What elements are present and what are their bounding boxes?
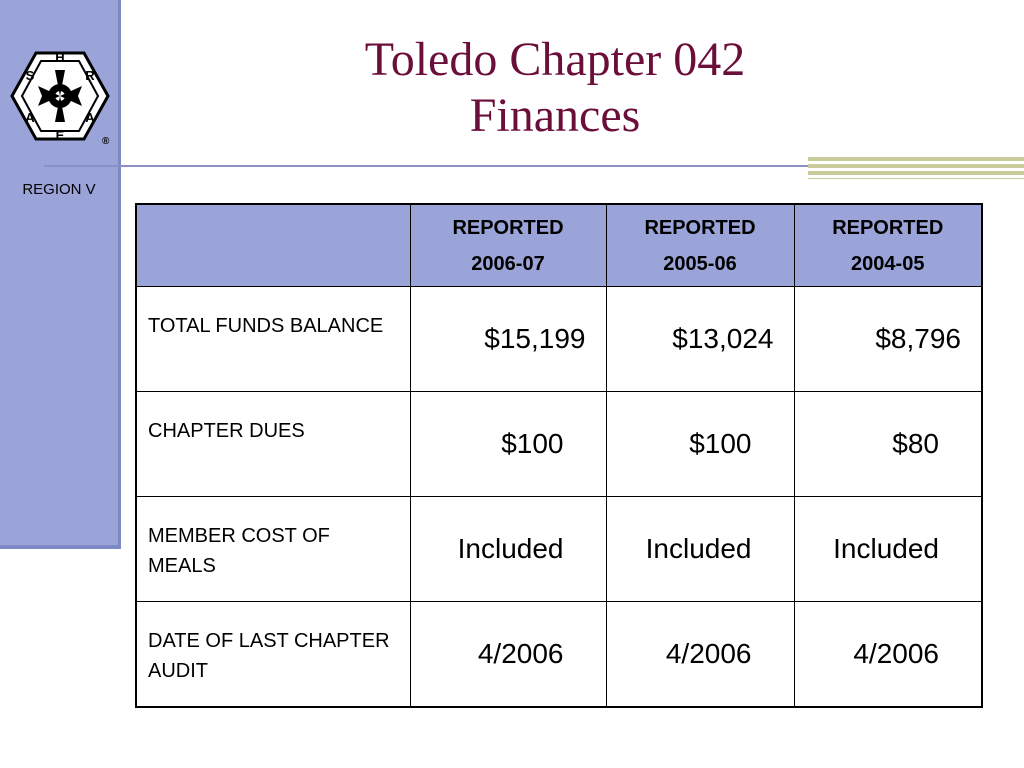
header-blank-cell	[136, 204, 410, 287]
logo-letter-a1: A	[25, 110, 35, 125]
table-cell: $100	[410, 392, 606, 497]
header-label: REPORTED	[832, 216, 944, 239]
header-label: REPORTED	[452, 216, 564, 239]
accent-bar	[808, 157, 1024, 179]
row-label: DATE OF LAST CHAPTER AUDIT	[136, 602, 410, 708]
header-year: 2005-06	[663, 252, 737, 275]
header-cell	[410, 204, 606, 287]
header-year: 2006-07	[471, 252, 545, 275]
row-label: TOTAL FUNDS BALANCE	[136, 287, 410, 392]
table-cell: Included	[410, 497, 606, 602]
table-row	[136, 602, 982, 708]
table-row	[136, 287, 982, 392]
logo-letter-a2: A	[85, 110, 95, 125]
table-cell: 4/2006	[410, 602, 606, 708]
header-cell	[794, 204, 982, 287]
table-cell: $8,796	[794, 287, 982, 392]
row-label: CHAPTER DUES	[136, 392, 410, 497]
title-divider	[44, 165, 814, 167]
logo-letter-h: H	[55, 50, 65, 65]
table-cell: 4/2006	[606, 602, 794, 708]
sidebar-divider	[0, 545, 121, 549]
page-title	[230, 32, 880, 144]
table-cell: $15,199	[410, 287, 606, 392]
logo-letter-e: E	[55, 128, 65, 143]
table-cell: 4/2006	[794, 602, 982, 708]
header-year: 2004-05	[851, 252, 925, 275]
table-cell: $80	[794, 392, 982, 497]
logo-letter-s: S	[25, 68, 35, 83]
header-label: REPORTED	[644, 216, 756, 239]
header-cell	[606, 204, 794, 287]
finances-table	[135, 203, 983, 708]
registered-mark: ®	[102, 136, 110, 147]
table-row	[136, 497, 982, 602]
logo-letter-r: R	[85, 68, 95, 83]
title-line-1: Toledo Chapter 042	[364, 33, 746, 86]
region-label: REGION V	[22, 181, 96, 198]
table-cell: Included	[794, 497, 982, 602]
title-line-2: Finances	[469, 89, 641, 142]
row-label: MEMBER COST OF MEALS	[136, 497, 410, 602]
sidebar	[0, 0, 121, 545]
table-cell: $100	[606, 392, 794, 497]
table-cell: Included	[606, 497, 794, 602]
table-row	[136, 392, 982, 497]
table-cell: $13,024	[606, 287, 794, 392]
ashrae-logo-icon	[6, 48, 114, 148]
header-row	[136, 204, 982, 287]
